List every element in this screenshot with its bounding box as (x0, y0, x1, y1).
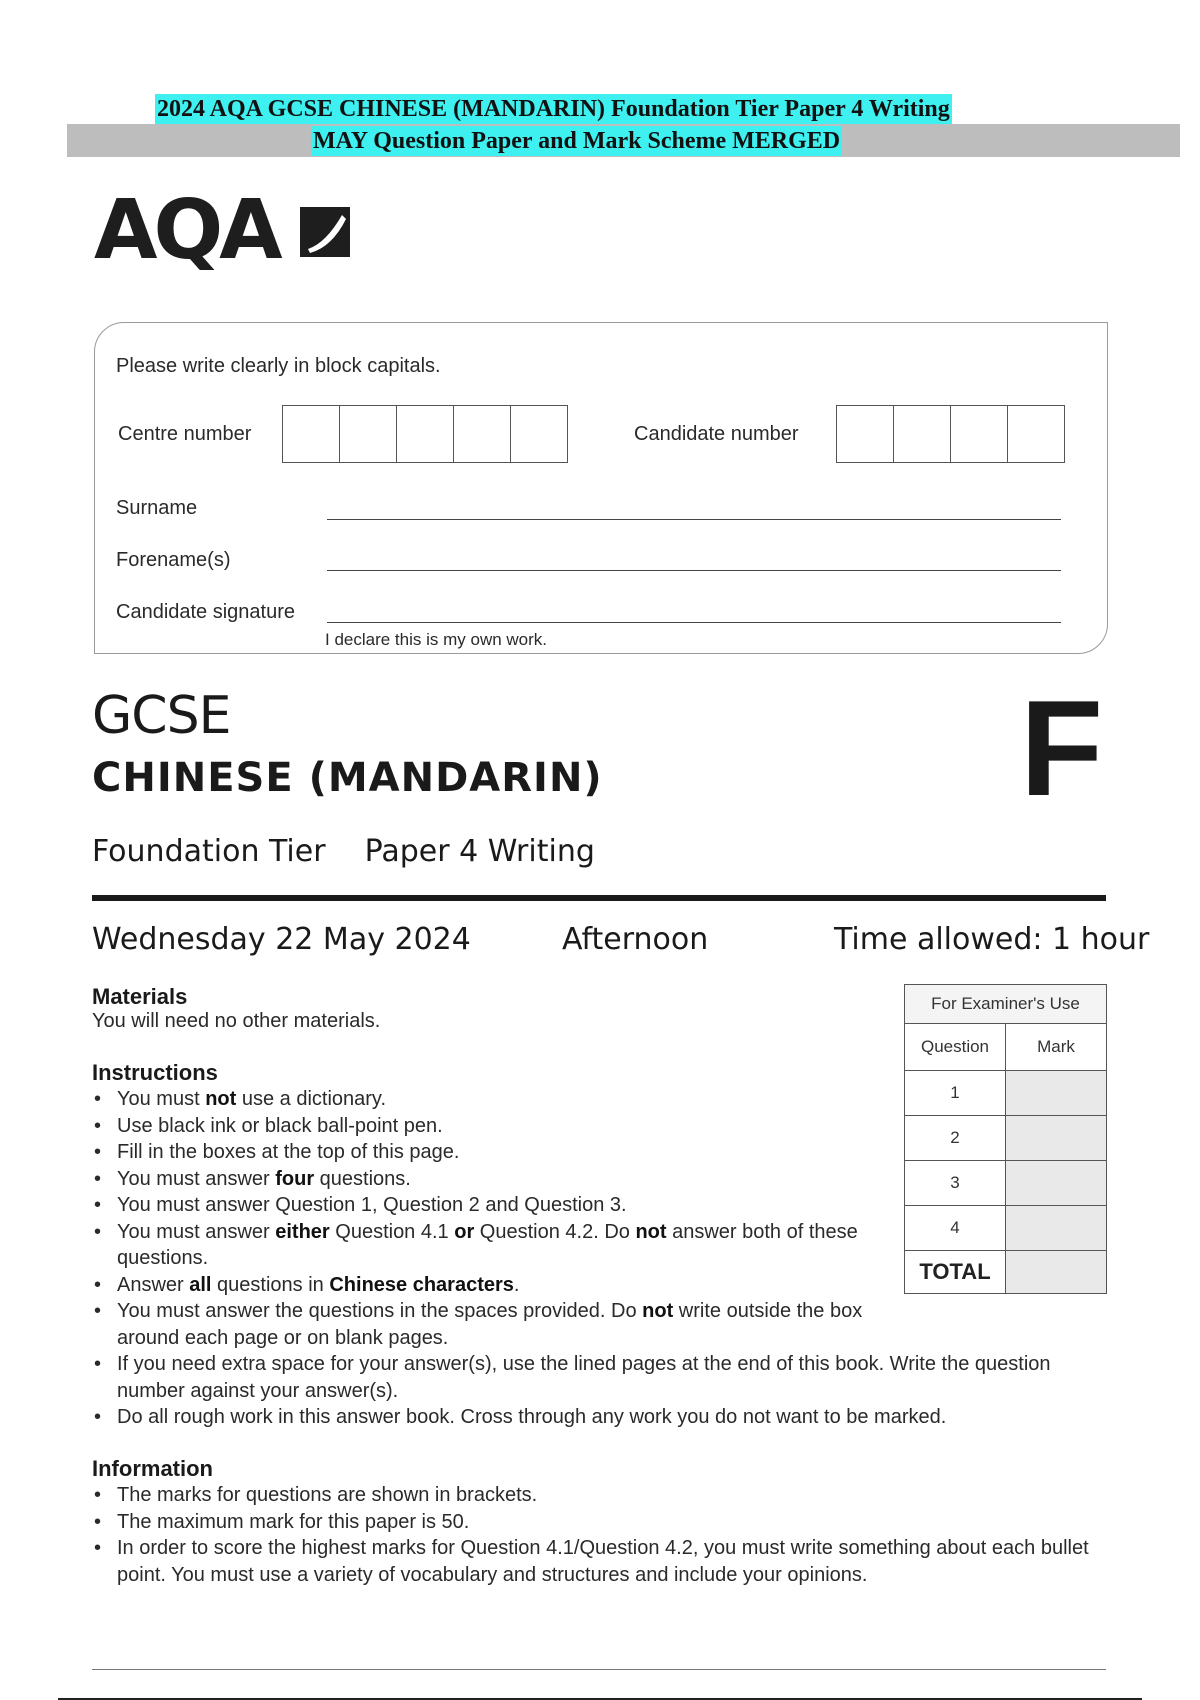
banner-title-line-1: 2024 AQA GCSE CHINESE (MANDARIN) Foundation Tier Paper 4 Writing (157, 96, 950, 122)
subject-title: CHINESE (MANDARIN) (92, 755, 603, 801)
aqa-logo (94, 183, 279, 278)
instruction-item: • Use black ink or black ball-point pen. (92, 1113, 892, 1140)
centre-number-boxes[interactable] (282, 405, 568, 463)
instruction-item: • You must answer Question 1, Question 2 and Question 3. (92, 1192, 892, 1219)
question-number: 3 (905, 1161, 1006, 1206)
declaration-text: I declare this is my own work. (325, 630, 548, 649)
instruction-item: • Answer all questions in Chinese characters. (92, 1272, 892, 1299)
materials-heading: Materials (92, 984, 188, 1009)
candidate-number-boxes[interactable] (836, 405, 1065, 463)
candidate-digit-box[interactable] (894, 406, 951, 462)
signature-label: Candidate signature (116, 601, 296, 623)
exam-date: Wednesday 22 May 2024 (92, 922, 471, 957)
forenames-label: Forename(s) (116, 549, 231, 571)
centre-number-label: Centre number (118, 423, 252, 445)
centre-digit-box[interactable] (511, 406, 567, 462)
mark-cell[interactable] (1006, 1206, 1107, 1251)
candidate-digit-box[interactable] (837, 406, 894, 462)
candidate-number-label: Candidate number (634, 423, 799, 445)
mark-cell[interactable] (1006, 1116, 1107, 1161)
instructions-list-continued (92, 1351, 1102, 1431)
tier-label: Foundation Tier (92, 834, 326, 869)
candidate-digit-box[interactable] (1008, 406, 1064, 462)
question-number: 1 (905, 1071, 1006, 1116)
centre-digit-box[interactable] (283, 406, 340, 462)
instruction-item: • You must answer four questions. (92, 1166, 892, 1193)
centre-digit-box[interactable] (454, 406, 511, 462)
information-item: • The maximum mark for this paper is 50. (92, 1509, 1102, 1536)
footer-divider (92, 1669, 1106, 1670)
tier-letter: F (1020, 672, 1104, 824)
candidate-digit-box[interactable] (951, 406, 1008, 462)
mark-cell[interactable] (1006, 1071, 1107, 1116)
mark-column-header: Mark (1006, 1024, 1107, 1071)
aqa-logo-mark-icon (296, 203, 354, 261)
banner-title-line-2: MAY Question Paper and Mark Scheme MERGED (313, 128, 841, 154)
block-capitals-instruction: Please write clearly in block capitals. (116, 355, 441, 377)
information-heading: Information (92, 1456, 213, 1481)
qualification-title: GCSE (92, 686, 231, 746)
information-item: • In order to score the highest marks for Question 4.1/Question 4.2, you must write something about each bullet point. You must use a variety of vocabulary and structures and include your opinions. (92, 1535, 1102, 1588)
signature-field[interactable] (327, 622, 1061, 623)
mark-cell[interactable] (1006, 1161, 1107, 1206)
instruction-item: • Do all rough work in this answer book. Cross through any work you do not want to be marked. (92, 1404, 1102, 1431)
question-column-header: Question (905, 1024, 1006, 1071)
question-number: 4 (905, 1206, 1006, 1251)
total-mark-cell[interactable] (1006, 1251, 1107, 1294)
instruction-item: • You must answer the questions in the spaces provided. Do not write outside the box around each page or on blank pages. (92, 1298, 892, 1351)
aqa-logo-text: AQA (94, 183, 279, 278)
instructions-heading: Instructions (92, 1060, 218, 1085)
instruction-item: • Fill in the boxes at the top of this page. (92, 1139, 892, 1166)
exam-session: Afternoon (562, 922, 709, 957)
surname-field[interactable] (327, 519, 1061, 520)
centre-digit-box[interactable] (397, 406, 454, 462)
instruction-item: • You must answer either Question 4.1 or Question 4.2. Do not answer both of these questions. (92, 1219, 892, 1272)
time-allowed: Time allowed: 1 hour (834, 922, 1150, 957)
instructions-list (92, 1086, 892, 1351)
surname-label: Surname (116, 497, 198, 519)
information-list (92, 1482, 1102, 1588)
examiner-table-title: For Examiner's Use (905, 985, 1107, 1024)
information-item: • The marks for questions are shown in brackets. (92, 1482, 1102, 1509)
centre-digit-box[interactable] (340, 406, 397, 462)
instruction-item: • You must not use a dictionary. (92, 1086, 892, 1113)
tier-paper-line (92, 834, 595, 869)
title-divider (92, 895, 1106, 901)
examiner-use-table (904, 984, 1107, 1294)
total-label: TOTAL (905, 1251, 1006, 1294)
forenames-field[interactable] (327, 570, 1061, 571)
question-number: 2 (905, 1116, 1006, 1161)
instruction-item: • If you need extra space for your answer(s), use the lined pages at the end of this book. Write the question number against your answer(s). (92, 1351, 1102, 1404)
paper-label: Paper 4 Writing (364, 834, 595, 869)
materials-text: You will need no other materials. (92, 1010, 381, 1032)
